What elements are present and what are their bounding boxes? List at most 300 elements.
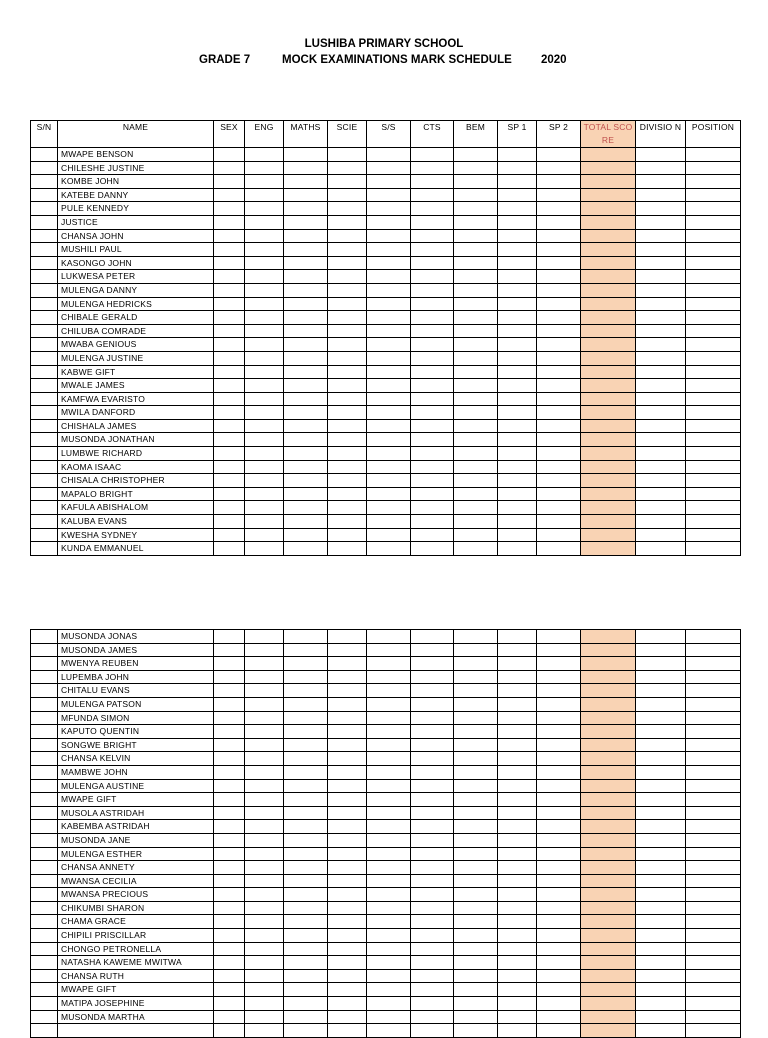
total-score-cell xyxy=(581,229,636,243)
mark-cell xyxy=(686,684,741,698)
mark-schedule-table-2 xyxy=(30,629,741,1038)
mark-cell xyxy=(284,915,328,929)
mark-cell xyxy=(636,983,686,997)
mark-cell xyxy=(686,379,741,393)
mark-cell xyxy=(245,175,284,189)
student-name-cell: CHISHALA JAMES xyxy=(58,419,214,433)
mark-cell xyxy=(636,684,686,698)
mark-cell xyxy=(214,969,245,983)
mark-cell xyxy=(214,793,245,807)
mark-cell xyxy=(686,997,741,1011)
mark-cell xyxy=(328,447,367,461)
total-score-cell xyxy=(581,188,636,202)
sn-cell xyxy=(31,188,58,202)
sn-cell xyxy=(31,901,58,915)
sn-cell xyxy=(31,1010,58,1024)
mark-cell xyxy=(411,847,454,861)
mark-cell xyxy=(328,643,367,657)
mark-cell xyxy=(498,847,537,861)
total-score-cell xyxy=(581,474,636,488)
mark-cell xyxy=(498,474,537,488)
mark-cell xyxy=(328,956,367,970)
mark-cell xyxy=(328,311,367,325)
mark-cell xyxy=(245,765,284,779)
mark-cell xyxy=(367,793,411,807)
mark-cell xyxy=(245,392,284,406)
mark-cell xyxy=(214,901,245,915)
sn-cell xyxy=(31,161,58,175)
mark-cell xyxy=(454,983,498,997)
mark-cell xyxy=(284,847,328,861)
mark-cell xyxy=(537,351,581,365)
table-row xyxy=(31,929,741,943)
mark-cell xyxy=(686,725,741,739)
sn-cell xyxy=(31,542,58,556)
total-score-cell xyxy=(581,515,636,529)
mark-cell xyxy=(367,447,411,461)
mark-cell xyxy=(537,793,581,807)
mark-cell xyxy=(636,270,686,284)
student-name-cell: CHIPILI PRISCILLAR xyxy=(58,929,214,943)
mark-cell xyxy=(636,1010,686,1024)
mark-cell xyxy=(537,901,581,915)
total-score-cell xyxy=(581,643,636,657)
mark-cell xyxy=(411,501,454,515)
sn-cell xyxy=(31,256,58,270)
mark-cell xyxy=(245,311,284,325)
table-row xyxy=(31,806,741,820)
mark-cell xyxy=(537,765,581,779)
mark-cell xyxy=(328,474,367,488)
mark-cell xyxy=(411,161,454,175)
mark-cell xyxy=(537,1010,581,1024)
mark-cell xyxy=(284,1010,328,1024)
student-name-cell: CHONGO PETRONELLA xyxy=(58,942,214,956)
table-row xyxy=(31,915,741,929)
mark-cell xyxy=(537,324,581,338)
mark-cell xyxy=(214,765,245,779)
mark-cell xyxy=(367,351,411,365)
mark-cell xyxy=(636,915,686,929)
mark-cell xyxy=(367,474,411,488)
mark-cell xyxy=(367,202,411,216)
mark-cell xyxy=(245,738,284,752)
mark-cell xyxy=(498,338,537,352)
total-score-cell xyxy=(581,297,636,311)
sn-cell xyxy=(31,351,58,365)
mark-cell xyxy=(214,311,245,325)
mark-cell xyxy=(454,297,498,311)
mark-cell xyxy=(367,148,411,162)
mark-cell xyxy=(454,270,498,284)
mark-cell xyxy=(367,956,411,970)
student-name-cell: MWILA DANFORD xyxy=(58,406,214,420)
mark-cell xyxy=(686,351,741,365)
table-row xyxy=(31,365,741,379)
mark-cell xyxy=(245,324,284,338)
mark-cell xyxy=(454,161,498,175)
mark-cell xyxy=(411,643,454,657)
mark-cell xyxy=(411,243,454,257)
table-row xyxy=(31,161,741,175)
total-score-cell xyxy=(581,1024,636,1038)
mark-cell xyxy=(454,888,498,902)
mark-cell xyxy=(454,487,498,501)
mark-cell xyxy=(537,657,581,671)
mark-cell xyxy=(245,1024,284,1038)
mark-schedule-table-1 xyxy=(30,120,741,556)
mark-cell xyxy=(214,874,245,888)
sn-cell xyxy=(31,684,58,698)
mark-cell xyxy=(537,501,581,515)
mark-cell xyxy=(636,515,686,529)
mark-cell xyxy=(367,1010,411,1024)
student-name-cell: CHANSA JOHN xyxy=(58,229,214,243)
mark-cell xyxy=(284,419,328,433)
mark-cell xyxy=(245,915,284,929)
mark-cell xyxy=(454,684,498,698)
total-score-cell xyxy=(581,657,636,671)
mark-cell xyxy=(245,161,284,175)
mark-cell xyxy=(537,460,581,474)
table-row xyxy=(31,1010,741,1024)
schedule-title-line xyxy=(0,52,768,68)
mark-cell xyxy=(328,419,367,433)
total-score-cell xyxy=(581,365,636,379)
mark-cell xyxy=(411,630,454,644)
mark-cell xyxy=(245,338,284,352)
mark-cell xyxy=(284,738,328,752)
sn-cell xyxy=(31,283,58,297)
mark-cell xyxy=(367,283,411,297)
mark-cell xyxy=(411,942,454,956)
mark-cell xyxy=(537,833,581,847)
mark-cell xyxy=(454,711,498,725)
mark-cell xyxy=(636,997,686,1011)
mark-cell xyxy=(328,542,367,556)
mark-cell xyxy=(454,365,498,379)
mark-cell xyxy=(245,942,284,956)
sn-cell xyxy=(31,148,58,162)
mark-cell xyxy=(214,1010,245,1024)
mark-cell xyxy=(245,202,284,216)
mark-cell xyxy=(284,202,328,216)
mark-cell xyxy=(214,215,245,229)
sn-cell xyxy=(31,324,58,338)
mark-cell xyxy=(411,956,454,970)
mark-cell xyxy=(636,229,686,243)
mark-cell xyxy=(454,779,498,793)
mark-cell xyxy=(537,419,581,433)
total-score-cell xyxy=(581,861,636,875)
mark-cell xyxy=(214,697,245,711)
mark-cell xyxy=(284,806,328,820)
mark-cell xyxy=(636,175,686,189)
mark-cell xyxy=(284,861,328,875)
mark-cell xyxy=(214,1024,245,1038)
mark-cell xyxy=(686,956,741,970)
mark-cell xyxy=(367,997,411,1011)
student-name-cell: LUKWESA PETER xyxy=(58,270,214,284)
mark-cell xyxy=(411,670,454,684)
mark-cell xyxy=(686,406,741,420)
mark-cell xyxy=(245,969,284,983)
mark-cell xyxy=(214,297,245,311)
mark-cell xyxy=(686,820,741,834)
mark-cell xyxy=(454,738,498,752)
mark-cell xyxy=(245,460,284,474)
mark-cell xyxy=(214,406,245,420)
mark-cell xyxy=(498,643,537,657)
mark-cell xyxy=(636,711,686,725)
mark-cell xyxy=(686,188,741,202)
mark-cell xyxy=(328,929,367,943)
mark-cell xyxy=(245,229,284,243)
student-name-cell: LUMBWE RICHARD xyxy=(58,447,214,461)
mark-cell xyxy=(284,725,328,739)
mark-cell xyxy=(636,460,686,474)
mark-cell xyxy=(411,725,454,739)
sn-cell xyxy=(31,528,58,542)
mark-cell xyxy=(454,311,498,325)
table-row xyxy=(31,725,741,739)
mark-cell xyxy=(498,697,537,711)
mark-cell xyxy=(245,630,284,644)
mark-cell xyxy=(686,447,741,461)
table-row xyxy=(31,765,741,779)
mark-cell xyxy=(284,392,328,406)
mark-cell xyxy=(284,779,328,793)
mark-cell xyxy=(214,711,245,725)
sn-cell xyxy=(31,711,58,725)
mark-cell xyxy=(686,215,741,229)
mark-cell xyxy=(214,542,245,556)
mark-cell xyxy=(636,379,686,393)
mark-cell xyxy=(328,820,367,834)
mark-cell xyxy=(411,188,454,202)
sn-cell xyxy=(31,419,58,433)
mark-cell xyxy=(245,433,284,447)
sn-cell xyxy=(31,725,58,739)
mark-cell xyxy=(498,630,537,644)
mark-cell xyxy=(537,806,581,820)
mark-cell xyxy=(686,630,741,644)
mark-cell xyxy=(245,487,284,501)
mark-cell xyxy=(284,270,328,284)
student-name-cell: MAPALO BRIGHT xyxy=(58,487,214,501)
mark-cell xyxy=(636,630,686,644)
mark-cell xyxy=(411,460,454,474)
mark-cell xyxy=(245,643,284,657)
table-row xyxy=(31,888,741,902)
table-row xyxy=(31,297,741,311)
mark-cell xyxy=(367,630,411,644)
mark-cell xyxy=(537,915,581,929)
sn-cell xyxy=(31,861,58,875)
total-score-cell xyxy=(581,324,636,338)
table-row xyxy=(31,202,741,216)
mark-cell xyxy=(454,351,498,365)
mark-cell xyxy=(686,542,741,556)
mark-cell xyxy=(214,256,245,270)
student-name-cell: CHANSA KELVIN xyxy=(58,752,214,766)
mark-cell xyxy=(454,215,498,229)
mark-cell xyxy=(367,752,411,766)
mark-cell xyxy=(537,202,581,216)
student-name-cell: MWANSA CECILIA xyxy=(58,874,214,888)
mark-cell xyxy=(411,711,454,725)
mark-cell xyxy=(686,392,741,406)
table-row xyxy=(31,874,741,888)
student-name-cell: PULE KENNEDY xyxy=(58,202,214,216)
mark-cell xyxy=(245,833,284,847)
mark-cell xyxy=(537,542,581,556)
mark-cell xyxy=(498,1024,537,1038)
total-score-cell xyxy=(581,406,636,420)
mark-cell xyxy=(686,861,741,875)
total-score-cell xyxy=(581,779,636,793)
mark-cell xyxy=(214,684,245,698)
student-name-cell: KAOMA ISAAC xyxy=(58,460,214,474)
sn-cell xyxy=(31,997,58,1011)
table-row xyxy=(31,501,741,515)
mark-cell xyxy=(367,297,411,311)
mark-cell xyxy=(411,270,454,284)
mark-cell xyxy=(686,711,741,725)
mark-cell xyxy=(328,969,367,983)
student-name-cell: MWANSA PRECIOUS xyxy=(58,888,214,902)
mark-cell xyxy=(328,487,367,501)
table-row xyxy=(31,419,741,433)
mark-cell xyxy=(214,806,245,820)
mark-cell xyxy=(537,942,581,956)
mark-cell xyxy=(284,324,328,338)
mark-cell xyxy=(284,983,328,997)
sn-cell xyxy=(31,793,58,807)
mark-cell xyxy=(284,351,328,365)
table-row xyxy=(31,324,741,338)
mark-cell xyxy=(214,188,245,202)
mark-cell xyxy=(686,474,741,488)
mark-cell xyxy=(454,901,498,915)
student-name-cell: LUPEMBA JOHN xyxy=(58,670,214,684)
mark-cell xyxy=(284,365,328,379)
mark-cell xyxy=(328,202,367,216)
sn-cell xyxy=(31,311,58,325)
mark-cell xyxy=(328,351,367,365)
total-score-cell xyxy=(581,833,636,847)
mark-cell xyxy=(636,324,686,338)
total-score-cell xyxy=(581,793,636,807)
mark-cell xyxy=(454,283,498,297)
mark-cell xyxy=(686,283,741,297)
mark-cell xyxy=(686,515,741,529)
mark-cell xyxy=(454,765,498,779)
total-score-cell xyxy=(581,806,636,820)
mark-cell xyxy=(411,901,454,915)
mark-cell xyxy=(367,515,411,529)
mark-cell xyxy=(411,215,454,229)
mark-cell xyxy=(245,806,284,820)
student-name-cell: MWAPE BENSON xyxy=(58,148,214,162)
mark-cell xyxy=(411,697,454,711)
mark-cell xyxy=(367,433,411,447)
exam-title: MOCK EXAMINATIONS MARK SCHEDULE xyxy=(282,54,512,66)
mark-cell xyxy=(284,997,328,1011)
mark-cell xyxy=(686,942,741,956)
mark-cell xyxy=(498,311,537,325)
mark-cell xyxy=(245,474,284,488)
mark-cell xyxy=(328,406,367,420)
mark-cell xyxy=(411,175,454,189)
total-score-cell xyxy=(581,460,636,474)
mark-cell xyxy=(498,657,537,671)
mark-cell xyxy=(328,528,367,542)
mark-cell xyxy=(328,379,367,393)
mark-cell xyxy=(367,270,411,284)
student-name-cell: CHANSA ANNETY xyxy=(58,861,214,875)
student-name-cell: MUSONDA JAMES xyxy=(58,643,214,657)
mark-cell xyxy=(367,188,411,202)
mark-cell xyxy=(636,806,686,820)
mark-cell xyxy=(411,283,454,297)
mark-cell xyxy=(411,833,454,847)
mark-cell xyxy=(686,243,741,257)
mark-cell xyxy=(498,202,537,216)
mark-cell xyxy=(214,657,245,671)
mark-cell xyxy=(537,820,581,834)
sn-cell xyxy=(31,215,58,229)
mark-cell xyxy=(328,392,367,406)
mark-cell xyxy=(284,243,328,257)
mark-cell xyxy=(537,433,581,447)
mark-cell xyxy=(498,956,537,970)
col-header-position: POSITION xyxy=(686,121,741,148)
mark-cell xyxy=(498,433,537,447)
total-score-cell xyxy=(581,148,636,162)
mark-cell xyxy=(245,684,284,698)
mark-cell xyxy=(454,657,498,671)
mark-cell xyxy=(245,297,284,311)
sn-cell xyxy=(31,487,58,501)
table-row xyxy=(31,861,741,875)
sn-cell xyxy=(31,657,58,671)
col-header-bem: BEM xyxy=(454,121,498,148)
mark-cell xyxy=(686,969,741,983)
mark-cell xyxy=(367,324,411,338)
mark-cell xyxy=(636,929,686,943)
mark-cell xyxy=(454,528,498,542)
mark-cell xyxy=(245,820,284,834)
total-score-cell xyxy=(581,433,636,447)
student-name-cell: MWENYA REUBEN xyxy=(58,657,214,671)
table-row xyxy=(31,148,741,162)
mark-cell xyxy=(284,379,328,393)
school-name: LUSHIBA PRIMARY SCHOOL xyxy=(304,38,464,50)
mark-cell xyxy=(284,1024,328,1038)
mark-cell xyxy=(214,474,245,488)
mark-cell xyxy=(245,256,284,270)
student-name-cell: CHAMA GRACE xyxy=(58,915,214,929)
total-score-cell xyxy=(581,820,636,834)
mark-cell xyxy=(498,779,537,793)
student-name-cell: CHILUBA COMRADE xyxy=(58,324,214,338)
mark-cell xyxy=(686,297,741,311)
mark-cell xyxy=(284,711,328,725)
sn-cell xyxy=(31,915,58,929)
student-name-cell: KAFULA ABISHALOM xyxy=(58,501,214,515)
total-score-cell xyxy=(581,487,636,501)
